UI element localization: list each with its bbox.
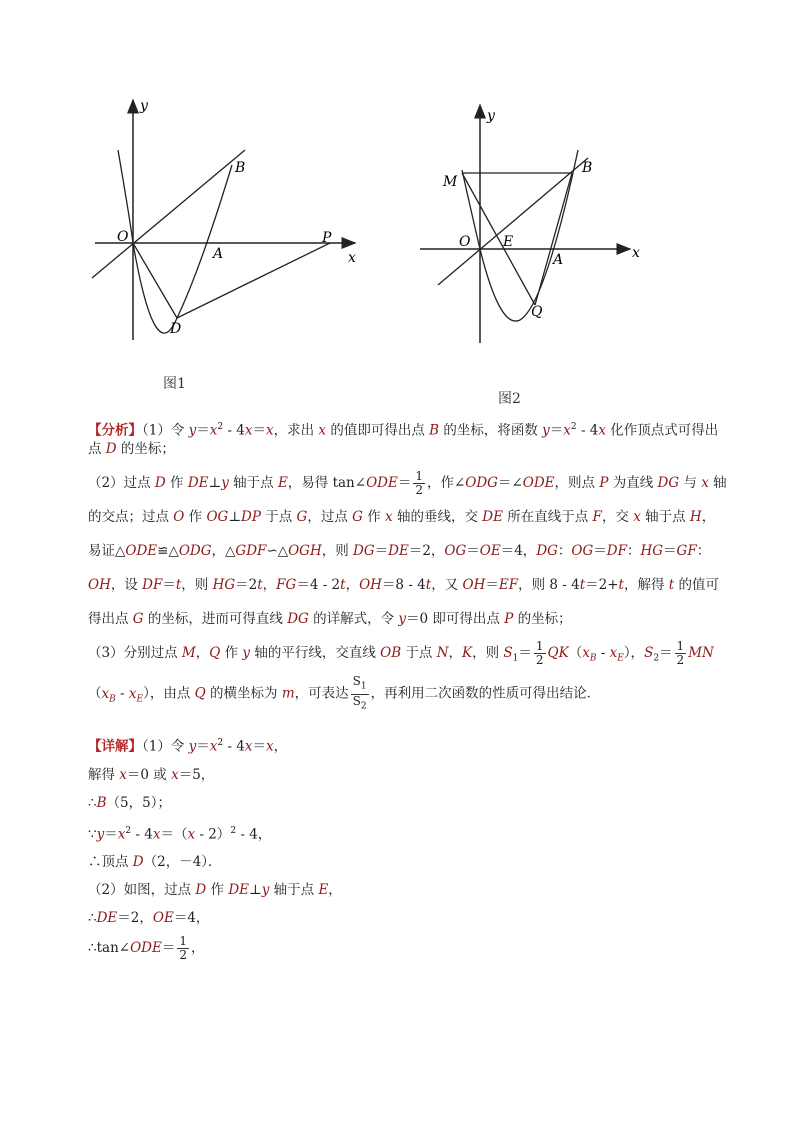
- label-x: x: [632, 245, 640, 261]
- segment-bq: [535, 173, 572, 305]
- segment-dp: [177, 243, 330, 318]
- label-b: B: [582, 160, 593, 176]
- detail-p3: ∴B（5，5）；: [88, 794, 171, 811]
- label-m: M: [443, 174, 458, 190]
- solution-text: [88, 418, 728, 962]
- label-y: y: [487, 108, 495, 124]
- label-x: x: [348, 250, 356, 266]
- label-b: B: [235, 160, 246, 176]
- segment-mq: [462, 173, 535, 305]
- detail-p1: 【详解】（1）令 $y=x^2 - 4x=x$，: [88, 738, 288, 755]
- label-a: A: [553, 252, 564, 268]
- detail-p4: $\because y=x^2 - 4x=(x - 2)^2 - 4$，: [88, 825, 272, 843]
- figure-2-caption: 图2: [498, 391, 521, 407]
- segment-od: [133, 243, 177, 318]
- analysis-p2: （2）过点 D 作 DE⊥y 轴于点 E，易得 tan∠ODE＝ $\frac{1}{2}$ ，作∠ODG＝∠ODE，则点 P 为直线 DG 与 x 轴的交点；过点 O 作 OG⊥DP 于点 G，过点 G 作 x 轴的垂线，交 DE 所在直线于点 F，交 x 轴于点 H，易证△ODE≌△ODG，△GDF∽△OGH，则 DG＝DE＝2，OG＝OE＝4，DG：OG＝DF：HG＝GF：OH，设 DF＝t，则 HG＝2t，FG＝4 - 2t，OH＝8 - 4t，又 OH＝EF，则 8 - 4t＝2+t，解得 t 的值可得出点 G 的坐标，进而可得直线 DG 的详解式，令 y＝0 即可得出点 P 的坐标；: [88, 468, 727, 627]
- label-a: A: [213, 246, 224, 262]
- analysis-p3: （3）分别过点 M，Q 作 y 轴的平行线，交直线 OB 于点 N，K，则 $S_1=$ $\frac{1}{2}$ $QK(x_B - x_E)$，$S_2=$ $\frac{1}{2}$ $MN(x_B - x_E)$，由点 Q 的横坐标为 m，可表达 $\frac{S_1}{S_2}$ ，再利用二次函数的性质可得出结论．: [88, 638, 714, 711]
- detail-p8: ∴tan∠ODE＝ $\frac{1}{2}$ ，: [88, 934, 205, 963]
- figure-2: [415, 100, 655, 350]
- detail-p7: ∴DE＝2，OE＝4，: [88, 910, 210, 927]
- detail-p5: ∴顶点 D（2，－4）．: [88, 854, 222, 871]
- label-y: y: [140, 98, 148, 114]
- label-o: O: [117, 229, 129, 245]
- detail-tag: 【详解】: [88, 738, 142, 755]
- detail-p6: （2）如图，过点 D 作 DE⊥y 轴于点 E，: [88, 882, 342, 899]
- analysis-tag: 【分析】: [88, 422, 142, 439]
- analysis-p1: 【分析】（1）令 $y=x^2 - 4x=x$，求出 x 的值即可得出点 B 的坐标，将函数 $y=x^2 - 4x$ 化作顶点式可得出点 D 的坐标；: [88, 422, 719, 457]
- label-e: E: [503, 234, 514, 250]
- figure-1: [85, 95, 365, 350]
- label-o: O: [459, 234, 471, 250]
- figure-1-caption: 图1: [163, 376, 186, 392]
- label-p: P: [322, 230, 332, 246]
- detail-p2: 解得 x＝0 或 x＝5，: [88, 766, 215, 783]
- label-q: Q: [531, 304, 543, 320]
- label-d: D: [170, 321, 182, 337]
